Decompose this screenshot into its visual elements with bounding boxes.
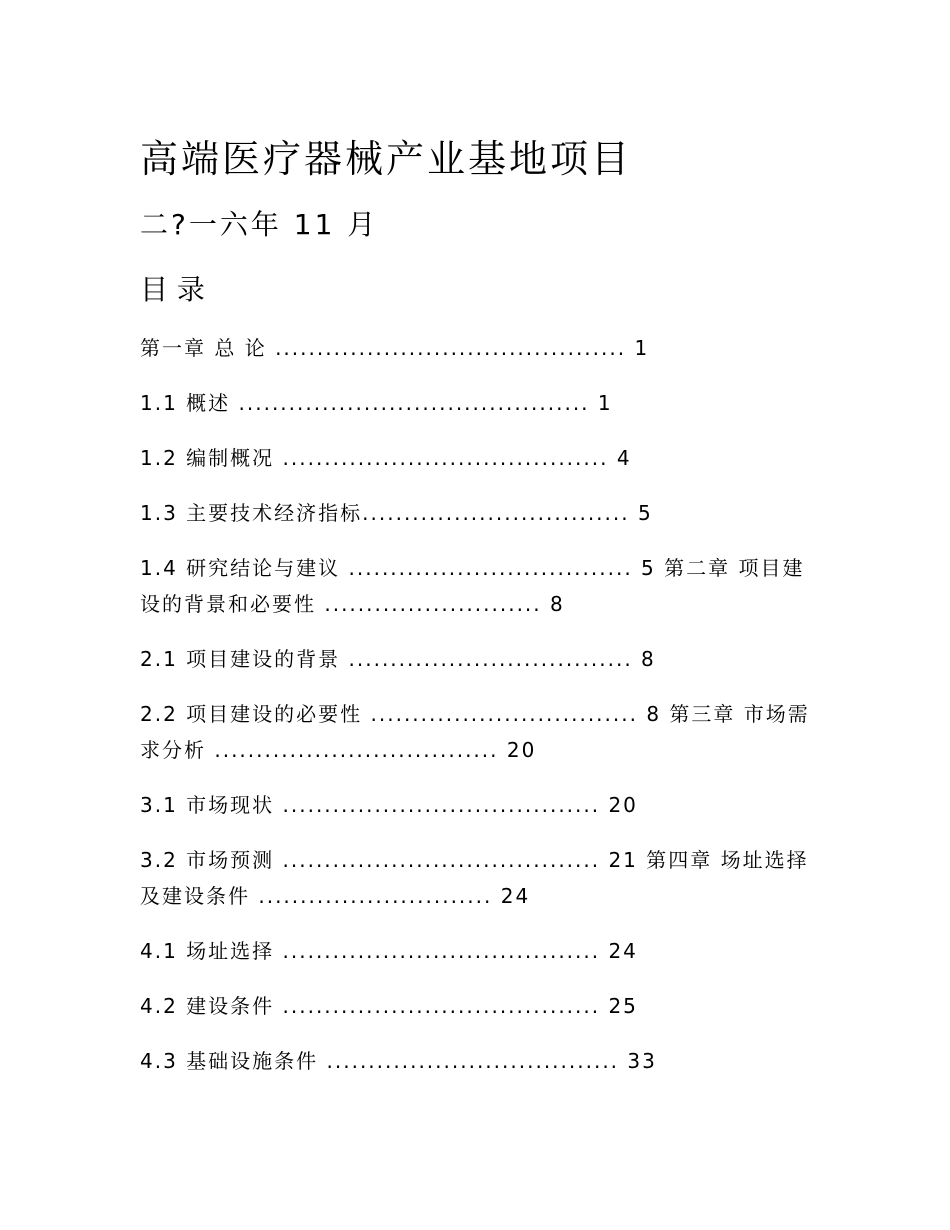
toc-entry[interactable]: 2.1 项目建设的背景 .................................. 8: [140, 647, 656, 671]
toc-entry[interactable]: 1.2 编制概况 ....................................... 4: [140, 446, 632, 470]
toc-entry[interactable]: 1.1 概述 .......................................... 1: [140, 391, 613, 415]
toc-entry[interactable]: 第一章 总 论 .......................................... 1: [140, 336, 650, 360]
toc-entry[interactable]: 4.3 基础设施条件 ................................... 33: [140, 1049, 657, 1073]
toc-entry[interactable]: 1.3 主要技术经济指标................................ 5: [140, 501, 653, 525]
toc-entry[interactable]: 4.2 建设条件 ...................................... 25: [140, 994, 638, 1018]
toc-entry[interactable]: 4.1 场址选择 ...................................... 24: [140, 939, 638, 963]
table-of-contents: [140, 330, 820, 1079]
toc-entry[interactable]: 1.4 研究结论与建议 .................................. 5 第二章 项目建设的背景和必要性 .......................... 8: [140, 556, 805, 616]
toc-heading: 目 录: [140, 273, 205, 306]
document-date: 二?一六年 11 月: [140, 208, 379, 241]
toc-entry[interactable]: 2.2 项目建设的必要性 ................................ 8 第三章 市场需求分析 .................................. 20: [140, 702, 810, 762]
document-title: 高端医疗器械产业基地项目: [140, 137, 633, 181]
toc-entry[interactable]: 3.2 市场预测 ...................................... 21 第四章 场址选择及建设条件 ............................ 24: [140, 848, 809, 908]
toc-entry[interactable]: 3.1 市场现状 ...................................... 20: [140, 793, 638, 817]
